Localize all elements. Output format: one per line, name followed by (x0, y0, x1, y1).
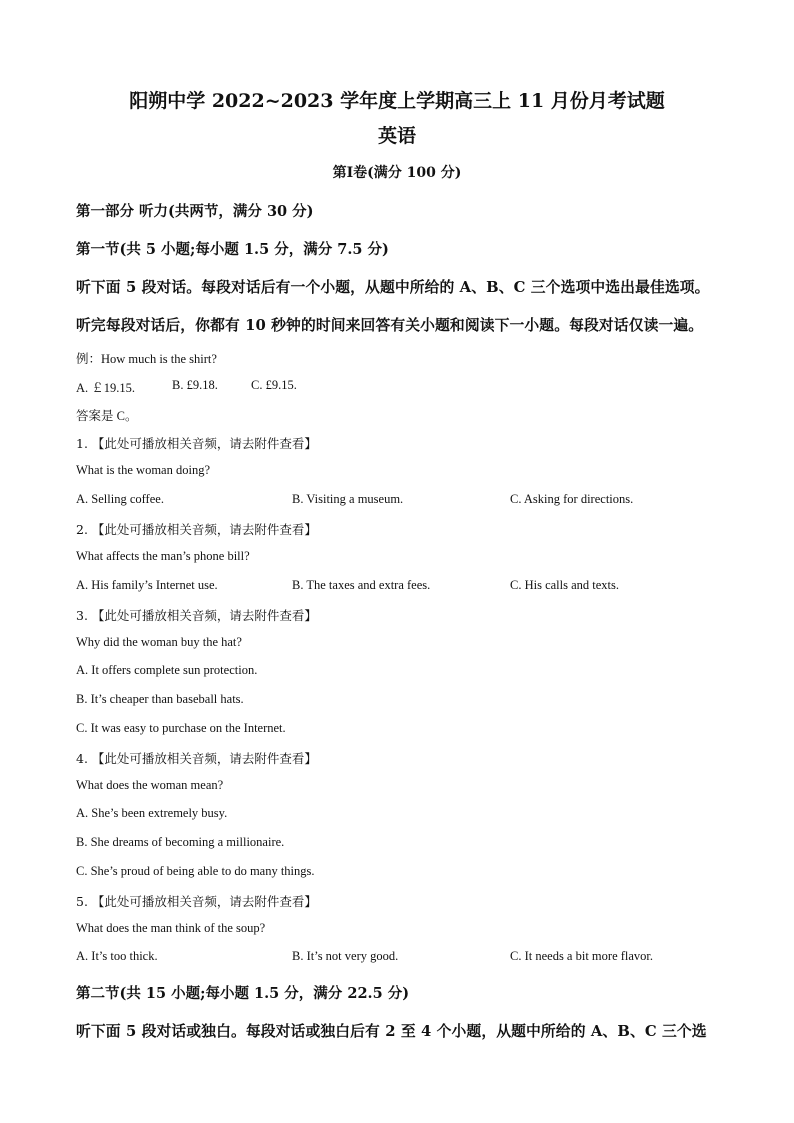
q2-option-c: C. His calls and texts. (510, 578, 620, 592)
section1-instruction-2: 听完每段对话后，你都有 10 秒钟的时间来回答有关小题和阅读下一小题。每段对话仅读一遍。 (76, 317, 704, 334)
q3-stem: Why did the woman buy the hat? (76, 635, 242, 649)
section1-instruction-1: 听下面 5 段对话。每段对话后有一个小题，从题中所给的 A、B、C 三个选项中选出最佳选项。 (76, 279, 710, 296)
q1-option-b: B. Visiting a museum. (292, 492, 404, 506)
q5-stem: What does the man think of the soup? (76, 921, 266, 935)
exam-title: 阳朔中学 2022~2023 学年度上学期高三上 11 月份月考试题 (129, 90, 665, 112)
q4-option-a: A. She’s been extremely busy. (76, 806, 228, 820)
q1-option-a: A. Selling coffee. (76, 492, 164, 506)
example-option-a: A. ￡19.15. (76, 381, 136, 395)
q2-audio-note: 2. 【此处可播放相关音频，请去附件查看】 (76, 522, 317, 537)
q3-audio-note: 3. 【此处可播放相关音频，请去附件查看】 (76, 608, 317, 623)
example-answer: 答案是 C。 (76, 409, 138, 423)
q5-option-c: C. It needs a bit more flavor. (510, 949, 654, 963)
q2-option-b: B. The taxes and extra fees. (292, 578, 431, 592)
section2-heading: 第二节(共 15 小题;每小题 1.5 分，满分 22.5 分) (76, 985, 410, 1002)
q4-option-c: C. She’s proud of being able to do many things. (76, 864, 315, 878)
q4-stem: What does the woman mean? (76, 778, 224, 792)
q4-audio-note: 4. 【此处可播放相关音频，请去附件查看】 (76, 751, 317, 766)
subject-title: 英语 (377, 125, 416, 147)
q2-option-a: A. His family’s Internet use. (76, 578, 218, 592)
q1-option-c: C. Asking for directions. (510, 492, 634, 506)
q1-audio-note: 1. 【此处可播放相关音频，请去附件查看】 (76, 436, 317, 451)
q4-option-b: B. She dreams of becoming a millionaire. (76, 835, 285, 849)
q5-option-a: A. It’s too thick. (76, 949, 158, 963)
q1-stem: What is the woman doing? (76, 463, 210, 477)
volume-heading: 第Ⅰ卷(满分 100 分) (332, 165, 462, 181)
part1-heading: 第一部分 听力(共两节，满分 30 分) (76, 203, 314, 220)
q5-option-b: B. It’s not very good. (292, 949, 399, 963)
example-option-c: C. £9.15. (251, 378, 297, 392)
q3-option-a: A. It offers complete sun protection. (76, 663, 258, 677)
example-question: 例：How much is the shirt? (76, 352, 217, 366)
section1-heading: 第一节(共 5 小题;每小题 1.5 分，满分 7.5 分) (76, 241, 389, 258)
q3-option-b: B. It’s cheaper than baseball hats. (76, 692, 244, 706)
q5-audio-note: 5. 【此处可播放相关音频，请去附件查看】 (76, 894, 317, 909)
q3-option-c: C. It was easy to purchase on the Internet. (76, 721, 286, 735)
section2-instruction-1: 听下面 5 段对话或独白。每段对话或独白后有 2 至 4 个小题，从题中所给的 A、B、C 三个选 (76, 1023, 707, 1040)
example-option-b: B. £9.18. (172, 378, 218, 392)
q2-stem: What affects the man’s phone bill? (76, 549, 250, 563)
